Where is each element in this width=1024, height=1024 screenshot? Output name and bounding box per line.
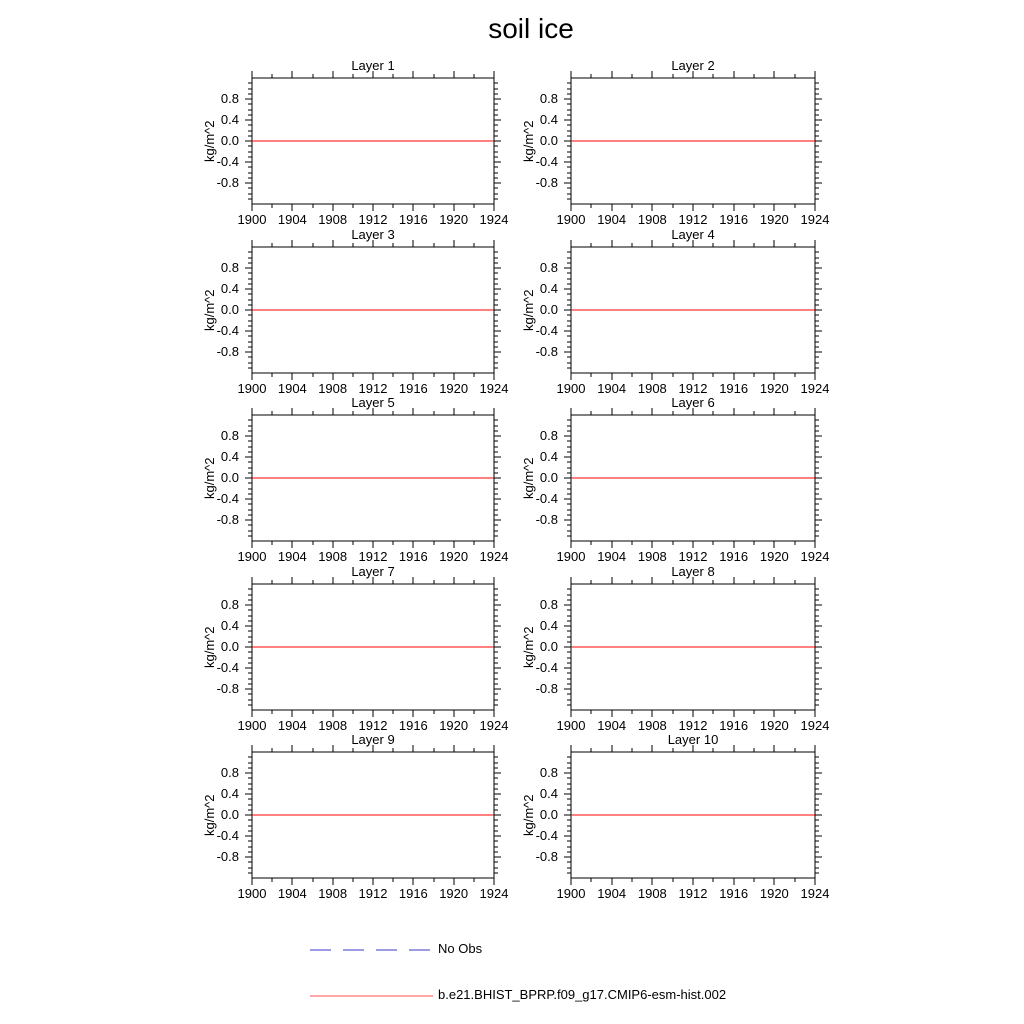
y-tick-label: -0.4	[535, 828, 558, 843]
x-tick-label: 1920	[759, 381, 789, 396]
x-tick-label: 1900	[237, 718, 267, 733]
x-tick-label: 1904	[277, 212, 307, 227]
x-tick-label: 1916	[719, 718, 749, 733]
plot-frame	[243, 238, 503, 382]
y-tick-label: 0.8	[539, 765, 558, 780]
x-tick-label: 1900	[556, 381, 586, 396]
x-tick-label: 1924	[479, 549, 509, 564]
x-tick-label: 1908	[637, 718, 667, 733]
y-tick-label: -0.8	[535, 681, 558, 696]
x-tick-label: 1916	[719, 886, 749, 901]
x-tick-label: 1904	[277, 886, 307, 901]
x-tick-label: 1916	[398, 718, 428, 733]
x-tick-label: 1904	[277, 381, 307, 396]
y-tick-label: -0.8	[535, 344, 558, 359]
y-tick-label: -0.8	[216, 512, 239, 527]
x-tick-label: 1900	[237, 549, 267, 564]
x-tick-label: 1908	[637, 886, 667, 901]
x-tick-label: 1920	[759, 549, 789, 564]
legend-line-no-obs	[310, 946, 431, 954]
y-tick-label: 0.8	[539, 597, 558, 612]
y-tick-label: 0.4	[539, 281, 558, 296]
x-tick-label: 1900	[237, 381, 267, 396]
subplot-title: Layer 4	[671, 227, 715, 242]
y-tick-label: 0.4	[220, 618, 239, 633]
y-tick-label: 0.0	[220, 302, 239, 317]
y-axis-label: kg/m^2	[521, 120, 536, 162]
plot-frame	[562, 575, 824, 719]
x-tick-label: 1916	[398, 381, 428, 396]
figure-title: soil ice	[488, 13, 574, 44]
subplot-title: Layer 6	[671, 395, 715, 410]
x-tick-label: 1920	[439, 212, 469, 227]
x-tick-label: 1912	[678, 381, 708, 396]
plot-frame	[562, 69, 824, 213]
y-tick-label: -0.4	[216, 154, 239, 169]
y-tick-label: -0.4	[216, 323, 239, 338]
x-tick-label: 1904	[597, 549, 627, 564]
y-tick-label: 0.8	[220, 91, 239, 106]
y-tick-label: 0.0	[539, 133, 558, 148]
x-tick-label: 1916	[398, 549, 428, 564]
y-tick-label: 0.4	[539, 618, 558, 633]
y-axis-label: kg/m^2	[521, 289, 536, 331]
x-tick-label: 1920	[439, 549, 469, 564]
y-tick-label: 0.4	[539, 449, 558, 464]
y-tick-label: -0.4	[216, 660, 239, 675]
plot-frame	[243, 69, 503, 213]
x-tick-label: 1920	[439, 718, 469, 733]
x-tick-label: 1924	[479, 718, 509, 733]
subplot-title: Layer 7	[351, 564, 395, 579]
subplot-title: Layer 10	[667, 732, 719, 747]
x-tick-label: 1900	[237, 886, 267, 901]
subplot-title: Layer 8	[671, 564, 715, 579]
x-tick-label: 1900	[556, 212, 586, 227]
x-tick-label: 1904	[277, 549, 307, 564]
y-tick-label: -0.8	[216, 681, 239, 696]
x-tick-label: 1924	[800, 212, 830, 227]
subplot-title: Layer 5	[351, 395, 395, 410]
x-tick-label: 1920	[439, 886, 469, 901]
x-tick-label: 1904	[597, 718, 627, 733]
legend-label: b.e21.BHIST_BPRP.f09_g17.CMIP6-esm-hist.002	[438, 987, 727, 1002]
x-tick-label: 1908	[637, 549, 667, 564]
subplot-title: Layer 2	[671, 58, 715, 73]
y-tick-label: 0.8	[539, 428, 558, 443]
y-tick-label: 0.4	[220, 112, 239, 127]
y-tick-label: -0.4	[535, 154, 558, 169]
legend-line-model-run	[310, 992, 433, 1000]
y-axis-label: kg/m^2	[521, 457, 536, 499]
y-tick-label: -0.8	[535, 175, 558, 190]
y-tick-label: 0.8	[539, 260, 558, 275]
y-tick-label: 0.4	[220, 786, 239, 801]
y-tick-label: -0.8	[535, 512, 558, 527]
y-tick-label: 0.8	[220, 260, 239, 275]
y-tick-label: -0.8	[216, 344, 239, 359]
x-tick-label: 1912	[358, 212, 388, 227]
y-tick-label: -0.8	[535, 849, 558, 864]
x-tick-label: 1924	[479, 886, 509, 901]
x-tick-label: 1908	[318, 212, 348, 227]
x-tick-label: 1920	[759, 718, 789, 733]
y-tick-label: -0.8	[216, 175, 239, 190]
y-tick-label: 0.0	[539, 470, 558, 485]
y-tick-label: -0.4	[535, 491, 558, 506]
x-tick-label: 1912	[678, 886, 708, 901]
x-tick-label: 1920	[759, 212, 789, 227]
x-tick-label: 1904	[597, 886, 627, 901]
x-tick-label: 1924	[800, 886, 830, 901]
x-tick-label: 1908	[637, 212, 667, 227]
x-tick-label: 1924	[800, 381, 830, 396]
y-tick-label: -0.4	[535, 660, 558, 675]
y-tick-label: 0.4	[539, 786, 558, 801]
x-tick-label: 1920	[759, 886, 789, 901]
y-tick-label: 0.4	[220, 281, 239, 296]
x-tick-label: 1912	[358, 549, 388, 564]
x-tick-label: 1924	[479, 212, 509, 227]
x-tick-label: 1916	[719, 549, 749, 564]
x-tick-label: 1900	[237, 212, 267, 227]
x-tick-label: 1924	[479, 381, 509, 396]
x-tick-label: 1912	[358, 718, 388, 733]
x-tick-label: 1908	[637, 381, 667, 396]
x-tick-label: 1904	[597, 381, 627, 396]
y-tick-label: 0.0	[539, 302, 558, 317]
x-tick-label: 1908	[318, 381, 348, 396]
y-axis-label: kg/m^2	[202, 289, 217, 331]
x-tick-label: 1912	[678, 549, 708, 564]
subplot-title: Layer 3	[351, 227, 395, 242]
y-tick-label: 0.0	[539, 639, 558, 654]
subplot-title: Layer 1	[351, 58, 395, 73]
x-tick-label: 1908	[318, 886, 348, 901]
y-tick-label: 0.8	[220, 765, 239, 780]
y-tick-label: 0.8	[220, 597, 239, 612]
x-tick-label: 1916	[398, 886, 428, 901]
plot-frame	[562, 238, 824, 382]
y-axis-label: kg/m^2	[521, 794, 536, 836]
y-tick-label: 0.8	[220, 428, 239, 443]
x-tick-label: 1912	[358, 381, 388, 396]
x-tick-label: 1916	[398, 212, 428, 227]
x-tick-label: 1920	[439, 381, 469, 396]
plot-frame	[243, 575, 503, 719]
y-axis-label: kg/m^2	[202, 794, 217, 836]
x-tick-label: 1912	[358, 886, 388, 901]
x-tick-label: 1924	[800, 549, 830, 564]
x-tick-label: 1912	[678, 718, 708, 733]
x-tick-label: 1924	[800, 718, 830, 733]
x-tick-label: 1908	[318, 549, 348, 564]
x-tick-label: 1908	[318, 718, 348, 733]
legend-label: No Obs	[438, 941, 483, 956]
y-tick-label: -0.4	[535, 323, 558, 338]
y-tick-label: 0.0	[220, 807, 239, 822]
y-tick-label: -0.8	[216, 849, 239, 864]
y-axis-label: kg/m^2	[521, 626, 536, 668]
x-tick-label: 1900	[556, 549, 586, 564]
y-tick-label: 0.4	[220, 449, 239, 464]
y-tick-label: -0.4	[216, 828, 239, 843]
x-tick-label: 1900	[556, 718, 586, 733]
x-tick-label: 1916	[719, 381, 749, 396]
x-tick-label: 1900	[556, 886, 586, 901]
y-tick-label: 0.8	[539, 91, 558, 106]
y-axis-label: kg/m^2	[202, 457, 217, 499]
plot-frame	[243, 406, 503, 550]
y-tick-label: 0.4	[539, 112, 558, 127]
x-tick-label: 1916	[719, 212, 749, 227]
y-axis-label: kg/m^2	[202, 120, 217, 162]
x-tick-label: 1912	[678, 212, 708, 227]
plot-frame	[243, 743, 503, 887]
x-tick-label: 1904	[277, 718, 307, 733]
y-tick-label: 0.0	[220, 470, 239, 485]
plot-frame	[562, 406, 824, 550]
y-tick-label: 0.0	[220, 133, 239, 148]
y-tick-label: 0.0	[539, 807, 558, 822]
y-tick-label: 0.0	[220, 639, 239, 654]
subplot-title: Layer 9	[351, 732, 395, 747]
x-tick-label: 1904	[597, 212, 627, 227]
plot-frame	[562, 743, 824, 887]
y-axis-label: kg/m^2	[202, 626, 217, 668]
y-tick-label: -0.4	[216, 491, 239, 506]
